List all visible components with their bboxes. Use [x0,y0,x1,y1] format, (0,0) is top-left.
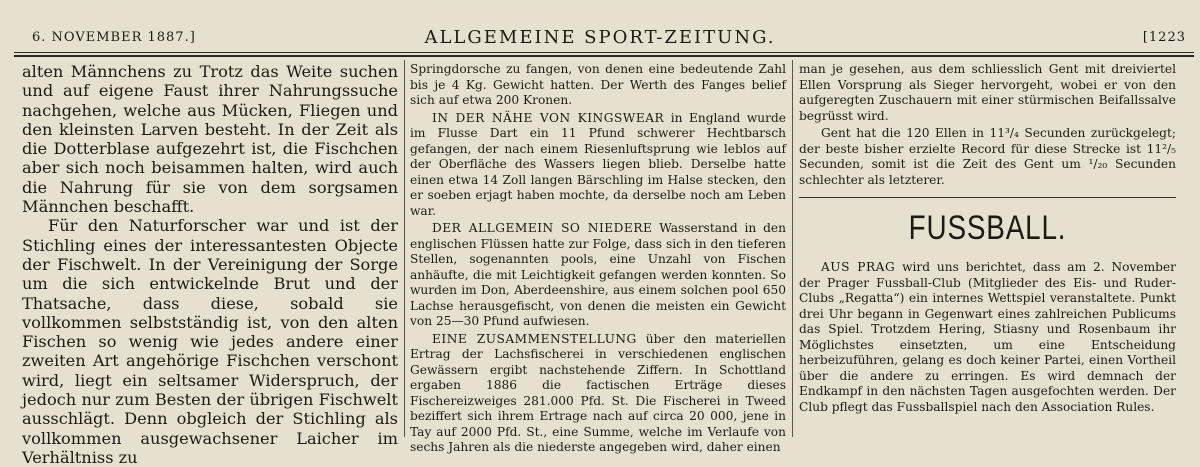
news-item-lead: AUS PRAG [821,260,896,274]
article-paragraph: Für den Naturforscher war und ist der Stichling eines der interessantesten Objecte der Fischwelt. In der Vereinigung der Sorge um die sich entwickelnde Brut und der Thatsache, dass diese, sobald sie vollkommen selbstständig ist, von den alten Fischen so wenig wie jedes andere einer zweiten Art angehörige Fischchen verschont wird, liegt ein seltsamer Widerspruch, der jedoch nur zum Besten der übrigen Fischwelt ausschlägt. Denn obgleich der Stichling als vollkommen ausgewachsener Laicher im Verhältniss zu [22,216,398,467]
news-item-lead: EINE ZUSAMMENSTELLUNG [432,331,637,346]
page-number: [1223 [1142,30,1186,45]
news-item [410,332,786,456]
news-item [799,260,1176,415]
column-divider [404,60,405,437]
issue-date: 6. NOVEMBER 1887.] [32,30,196,45]
news-item-text: in England wurde im Flusse Dart ein 11 Pfund schwerer Hechtbarsch gefangen, der nach einem Riesenluftsprung wie leblos auf der Oberfläche des Wassers liegen blieb. Derselbe hatte einen etwa 14 Zoll langen Bärschling im Halse stecken, den er soeben erjagt haben mochte, da derselbe noch am Leben war. [410,110,786,218]
page-header [0,22,1200,52]
article-paragraph: alten Männchens zu Trotz das Weite suchen und auf eigene Faust ihrer Nahrungssuche nachgehen, welche aus Mücken, Fliegen und den kleinsten Larven besteht. In der Zeit als die Dotterblase aufgezehrt ist, die Fischchen aber sich noch beisammen halten, wird auch die Nahrung für sie von dem sorgsamen Männchen beschafft. [22,62,398,217]
header-rule-thick [14,55,1194,57]
news-item-text: über den materiellen Ertrag der Lachsfischerei in verschiedenen englischen Gewässern ergibt nachstehende Ziffern. In Schottland ergaben 1886 die factischen Erträge dieses Fischereizweiges 281.000 Pfd. St. Die Fischerei in Tweed beziffert sich ihrem Ertrage nach auf circa 20 000, jene in Tay auf 2000 Pfd. St., eine Summe, welche im Verlaufe von sechs Jahren als die niederste angegeben wird, daher einen [410,331,787,454]
news-item-text: Wasserstand in den englischen Flüssen hatte zur Folge, dass sich in den tieferen Stellen, sogenannten pools, eine Unzahl von Fischen anhäufte, die mit Leichtigkeit gefangen werden konnten. So wurden im Don, Aberdeenshire, aus einem solchen pool 650 Lachse herausgefischt, von denen die meisten ein Gewicht von 25—30 Pfund aufwiesen. [410,221,786,328]
news-item [410,111,786,220]
column-middle [410,62,787,454]
news-item [410,221,786,330]
section-separator [799,197,1176,198]
header-rule-thin [14,52,1194,53]
news-paragraph: Gent hat die 120 Ellen in 11³/₄ Secunden zurückgelegt; der beste bisher erzielte Record für diese Strecke ist 11²/₅ Secunden, somit ist die Zeit des Gent um ¹/₂₀ Secunden schlechter als letzterer. [799,126,1176,187]
section-heading: FUSSBALL. [908,209,1067,247]
column-right [799,62,1176,437]
news-item-text: wird uns berichtet, dass am 2. November der Prager Fussball-Club (Mitglieder des Eis- und Ruder-Clubs „Regatta“) ein internes Wettspiel veranstaltete. Punkt drei Uhr begann in Gegenwart eines zahlreichen Publicums das Spiel. Trotzdem Hering, Stiasny und Rosenbaum ihr Möglichstes einsetzten, um eine Entscheidung herbeizuführen, gelang es doch keiner Partei, einen Vortheil über die andere zu erringen. Es wird demnach der Endkampf in den nächsten Tagen ausgefochten werden. Der Club pflegt das Fussballspiel nach den Association Rules. [799,260,1176,414]
newspaper-title: ALLGEMEINE SPORT-ZEITUNG. [424,27,776,48]
news-item-lead: DER ALLGEMEIN SO NIEDERE [432,221,653,235]
news-item-lead: IN DER NÄHE VON KINGSWEAR [432,110,665,125]
news-paragraph: Springdorsche zu fangen, von denen eine bedeutende Zahl bis je 4 Kg. Gewicht hatten. Der Werth des Fanges belief sich auf etwa 200 Kronen. [410,62,786,107]
column-left [22,62,398,467]
column-divider [792,60,793,437]
news-paragraph: man je gesehen, aus dem schliesslich Gent mit dreiviertel Ellen Vorsprung als Sieger hervorgeht, wobei er von den aufgeregten Zuschauern mit einer stürmischen Beifallssalve begrüsst wird. [799,62,1176,123]
